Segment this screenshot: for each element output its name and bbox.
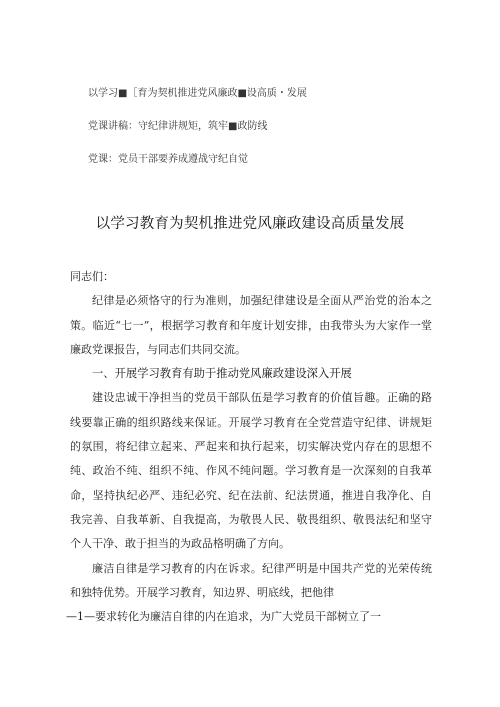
paragraph-2: 建设忠诚干净担当的党员干部队伍是学习教育的价值旨趣。正确的路线要靠正确的组织路线来保证。开展学习教育在全党营造守纪律、讲规矩的氛围，将纪律立起来、严起来和执行起来，切实解决党内存在的思想不纯、政治不纯、组织不纯、作风不纯问题。学习教育是一次深刻的自我革命，坚持执纪必严、违纪必究、纪在法前、纪法贯通，推进自我净化、自我完善、自我革新、自我提高，为敬畏人民、敬畏组织、敬畏法纪和坚守个人干净、敢于担当的为政品格明确了方向。: [70, 391, 432, 551]
paragraph-3-continued-text: 要求转化为廉洁自律的内在追求，为广大党员干部树立了一: [95, 610, 381, 624]
page-number-marker: —1—: [66, 610, 95, 624]
toc-line-1: 以学习■［育为契机推进党风廉政■设高质・发展: [88, 88, 307, 99]
paragraph-1: 纪律是必须恪守的行为准则，加强纪律建设是全面从严治党的治本之策。临近“七一”，根据学习教育和年度计划安排，由我带头为大家作一堂廉政党课报告，与同志们共同交流。: [70, 294, 432, 356]
toc-line-3: 党课：党员干部要养成遵战守纪自觉: [88, 154, 248, 165]
paragraph-3: 廉洁自律是学习教育的内在诉求。纪律严明是中国共产党的光荣传统和独特优势。开展学习教育，知边界、明底线，把他律: [70, 561, 432, 599]
section-heading-1: 一、开展学习教育有助于推动党风廉政建设深入开展: [92, 367, 352, 381]
toc-line-2: 党课讲稿：守纪律讲规矩，筑牢■政防线: [88, 121, 268, 132]
document-body: [66, 265, 432, 629]
salutation: 同志们：: [70, 270, 114, 283]
document-title: 以学习教育为契机推进党风廉政建设高质量发展: [95, 216, 405, 232]
paragraph-3-continued: [66, 605, 432, 629]
